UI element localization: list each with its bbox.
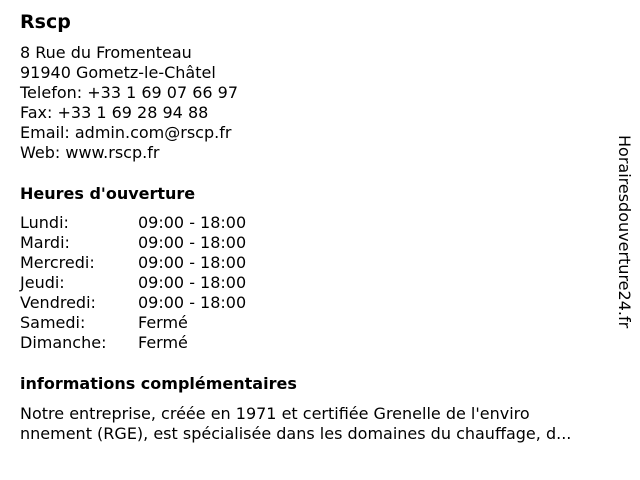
hours-day: Jeudi: bbox=[20, 273, 65, 292]
opening-hours-heading: Heures d'ouverture bbox=[20, 184, 196, 203]
description-line: Notre entreprise, créée en 1971 et certifiée Grenelle de l'enviro bbox=[20, 404, 530, 423]
hours-row-sunday bbox=[20, 333, 280, 353]
address-street: 8 Rue du Fromenteau bbox=[20, 43, 192, 62]
hours-day: Lundi: bbox=[20, 213, 69, 232]
hours-row-friday bbox=[20, 293, 280, 313]
hours-day: Dimanche: bbox=[20, 333, 107, 352]
hours-time: 09:00 - 18:00 bbox=[138, 233, 247, 252]
hours-row-wednesday bbox=[20, 253, 280, 273]
hours-row-thursday bbox=[20, 273, 280, 293]
hours-time: 09:00 - 18:00 bbox=[138, 213, 247, 232]
additional-info-heading: informations complémentaires bbox=[20, 374, 297, 393]
hours-day: Mardi: bbox=[20, 233, 70, 252]
hours-row-saturday bbox=[20, 313, 280, 333]
hours-time: 09:00 - 18:00 bbox=[138, 253, 247, 272]
description-line: nnement (RGE), est spécialisée dans les domaines du chauffage, d... bbox=[20, 424, 572, 443]
hours-day: Samedi: bbox=[20, 313, 86, 332]
fax-number: Fax: +33 1 69 28 94 88 bbox=[20, 103, 209, 122]
hours-day: Vendredi: bbox=[20, 293, 96, 312]
email-address: Email: admin.com@rscp.fr bbox=[20, 123, 232, 142]
address-city: 91940 Gometz-le-Châtel bbox=[20, 63, 216, 82]
additional-info-text bbox=[20, 404, 625, 444]
hours-row-tuesday bbox=[20, 233, 280, 253]
opening-hours-table bbox=[20, 213, 280, 353]
hours-row-monday bbox=[20, 213, 280, 233]
contact-block bbox=[20, 43, 238, 163]
hours-time: 09:00 - 18:00 bbox=[138, 293, 247, 312]
phone-number: Telefon: +33 1 69 07 66 97 bbox=[20, 83, 239, 102]
hours-time: 09:00 - 18:00 bbox=[138, 273, 247, 292]
site-watermark: Horairesdouverture24.fr bbox=[615, 135, 634, 329]
hours-day: Mercredi: bbox=[20, 253, 95, 272]
company-name: Rscp bbox=[20, 11, 71, 33]
hours-time: Fermé bbox=[138, 313, 188, 332]
hours-time: Fermé bbox=[138, 333, 188, 352]
website-address: Web: www.rscp.fr bbox=[20, 143, 160, 162]
